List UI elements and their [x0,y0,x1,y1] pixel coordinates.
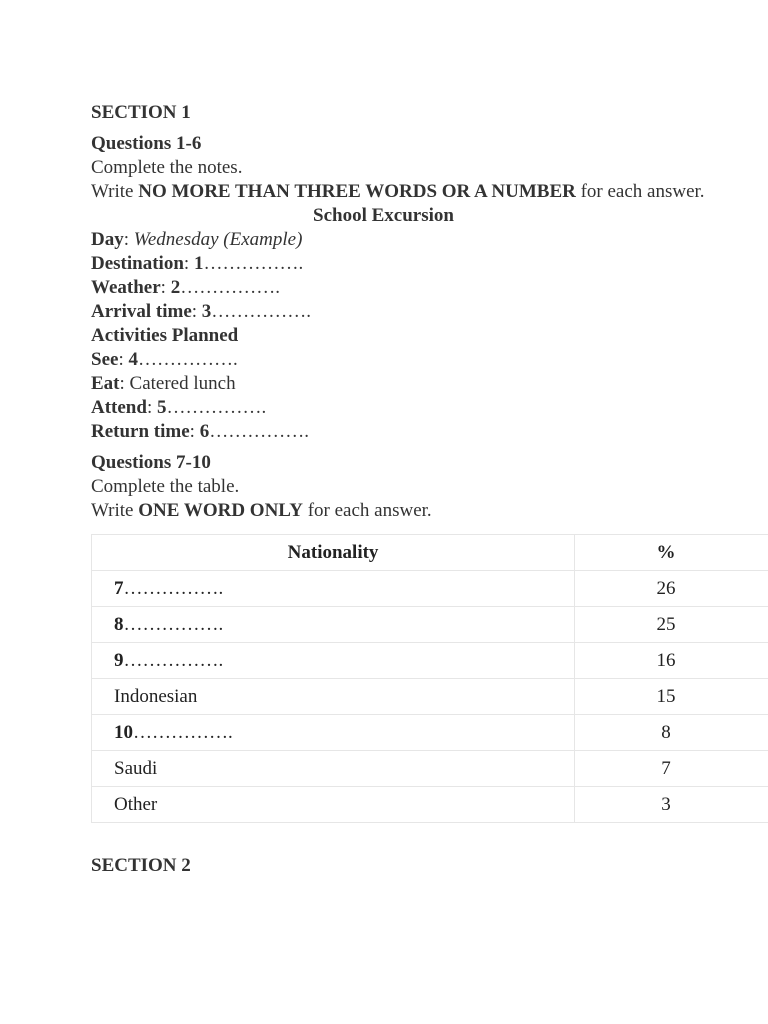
question-number: 10 [114,721,133,743]
note-eat [91,372,768,396]
note-sep: : [183,253,194,274]
answer-blank: ……………. [123,613,224,635]
table-row [92,679,768,715]
answer-blank: ……………. [123,649,224,671]
instruction-complete-notes: Complete the notes. [91,157,243,178]
instruction-word-limit-bold: NO MORE THAN THREE WORDS OR A NUMBER [138,181,576,202]
notes-title: School Excursion [313,205,454,226]
percent-cell: 25 [575,607,768,643]
note-sep: : [119,373,130,394]
answer-blank: ……………. [123,577,224,599]
table-row [92,751,768,787]
instruction-suffix: for each answer. [302,500,432,521]
table-row [92,607,768,643]
questions-7-10-heading: Questions 7-10 [91,452,211,473]
table-row [92,715,768,751]
percent-cell: 7 [575,751,768,787]
answer-blank: ……………. [180,277,280,298]
question-number: 2 [170,277,181,298]
answer-blank: ……………. [133,721,233,743]
note-label: Weather [91,277,161,298]
table-header-row [92,535,768,571]
note-sep: : [118,349,129,370]
header-percent: % [575,535,768,571]
nationality-cell [92,643,575,679]
questions-1-6-heading: Questions 1-6 [91,133,202,154]
instruction-one-word-bold: ONE WORD ONLY [138,500,303,521]
instruction-prefix: Write [91,500,139,521]
note-label: Return time [91,421,190,442]
instruction-one-word [91,499,768,523]
note-example-value: Wednesday (Example) [133,229,303,250]
note-label: See [91,349,119,370]
instruction-suffix: for each answer. [575,181,705,202]
note-see [91,348,768,372]
note-attend [91,396,768,420]
instruction-prefix: Write [91,181,139,202]
nationality-cell: Saudi [92,751,575,787]
question-number: 5 [156,397,167,418]
answer-blank: ……………. [203,253,304,274]
question-number: 8 [114,613,124,635]
question-number: 4 [128,349,138,370]
question-number: 9 [114,649,124,671]
note-sep: : [123,229,134,250]
nationality-cell: Other [92,787,575,823]
answer-blank: ……………. [166,397,267,418]
percent-cell: 3 [575,787,768,823]
note-sep: : [191,301,202,322]
note-arrival-time [91,300,768,324]
note-label: Day [91,229,124,250]
nationality-cell: Indonesian [92,679,575,715]
note-label: Destination [91,253,184,274]
note-sep: : [160,277,171,298]
percent-cell: 26 [575,571,768,607]
nationality-cell [92,607,575,643]
question-number: 7 [114,577,124,599]
note-destination [91,252,768,276]
answer-blank: ……………. [209,421,309,442]
nationality-table-wrapper [91,534,768,823]
nationality-table [91,534,768,823]
percent-cell: 8 [575,715,768,751]
section-1-heading: SECTION 1 [91,102,191,123]
header-nationality: Nationality [92,535,575,571]
note-day [91,228,768,252]
note-label: Eat [91,373,120,394]
answer-blank: ……………. [211,301,312,322]
note-label: Arrival time [91,301,192,322]
note-label: Attend [91,397,147,418]
question-number: 1 [193,253,204,274]
note-activities-planned [91,324,768,348]
note-value: Catered lunch [129,373,236,394]
table-row [92,787,768,823]
percent-cell: 15 [575,679,768,715]
note-subheading: Activities Planned [91,325,239,346]
nationality-cell [92,715,575,751]
note-return-time [91,420,768,444]
table-row [92,571,768,607]
question-number: 3 [201,301,212,322]
answer-blank: ……………. [137,349,238,370]
nationality-cell [92,571,575,607]
instruction-complete-table: Complete the table. [91,476,240,497]
percent-cell: 16 [575,643,768,679]
table-row [92,643,768,679]
question-number: 6 [199,421,210,442]
note-sep: : [146,397,157,418]
instruction-word-limit [91,180,768,204]
document-page [91,101,768,878]
note-sep: : [189,421,200,442]
note-weather [91,276,768,300]
section-2-heading: SECTION 2 [91,855,191,876]
